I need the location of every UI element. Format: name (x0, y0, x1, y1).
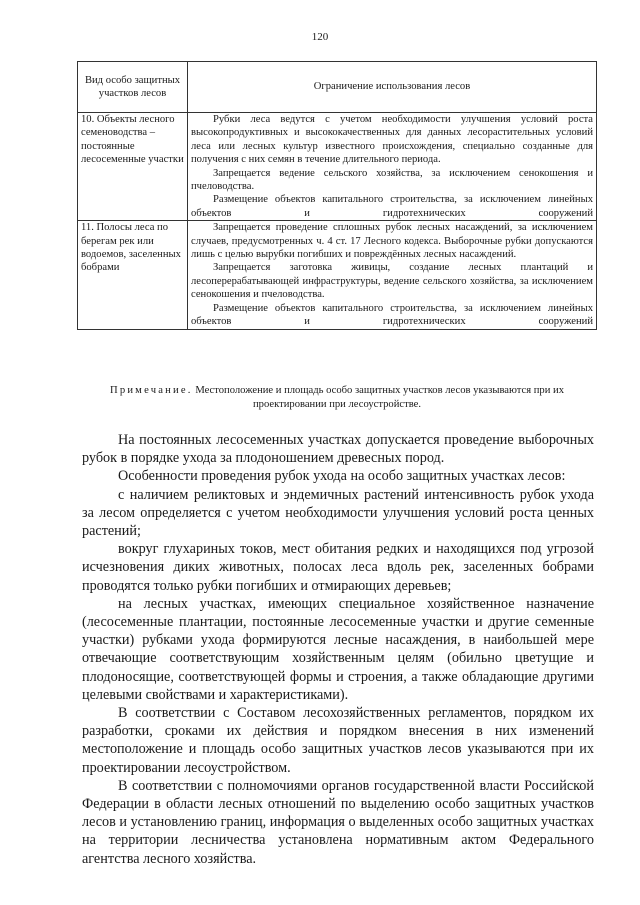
restriction-paragraph: Запрещается заготовка живицы, создание лесных плантаций и лесоперерабатывающей инфраструктуры, ведение сельского хозяйства, за исключением сенокошения и пчеловодства. (191, 262, 593, 301)
restriction-paragraph: Размещение объектов капитального строительства, за исключением линейных объектов и гидротехнических сооружений (191, 194, 593, 219)
header-kind: Вид особо защитных участков лесов (78, 62, 188, 113)
note-text: Местоположение и площадь особо защитных участков лесов указываются при их проектировании при лесоустройстве. (195, 385, 565, 410)
row-restriction (188, 113, 597, 221)
body-paragraph: вокруг глухариных токов, мест обитания редких и находящихся под угрозой исчезновения диких животных, полосах леса вдоль рек, заселенных бобрами проводятся только рубки погибших и отмирающих деревьев; (82, 541, 594, 594)
row-kind: 10. Объекты лесного семеноводства – постоянные лесосеменные участки (78, 113, 188, 221)
row-restriction (188, 221, 597, 329)
body-paragraph: Особенности проведения рубок ухода на особо защитных участках лесов: (118, 468, 566, 485)
body-paragraph: на лесных участках, имеющих специальное хозяйственное назначение (лесосеменные плантации, постоянные лесосеменные участки и другие семенные участки) рубками ухода формируются лесные насаждения, в наибольшей мере отвечающие соответствующим хозяйственным целям (обильно цветущие и плодоносящие, соответствующей формы и строения, а также обладающие другими целевыми свойствами и характеристиками). (82, 595, 594, 703)
body-paragraph: На постоянных лесосеменных участках допускается проведение выборочных рубок в порядке ухода за плодоношением древесных пород. (82, 432, 594, 467)
body-text (82, 431, 594, 868)
table-row (78, 221, 597, 329)
restriction-paragraph: Запрещается ведение сельского хозяйства, за исключением сенокошения и пчеловодства. (191, 167, 593, 193)
table-note (77, 384, 597, 412)
table-header-row (78, 62, 597, 113)
restriction-paragraph: Рубки леса ведутся с учетом необходимости улучшения условий роста высокопродуктивных и высококачественных для данных лесорастительных условий леса или лесных культур известного происхождения, специально созданные для получения с них семян в течение длительного периода. (191, 114, 593, 166)
restriction-paragraph: Запрещается проведение сплошных рубок лесных насаждений, за исключением случаев, предусмотренных ч. 4 ст. 17 Лесного кодекса. Выборочные рубки допускаются лишь с целью вырубки погибших и повреждённых лесных насаждений. (191, 222, 593, 261)
table-row (78, 113, 597, 221)
restriction-paragraph: Размещение объектов капитального строительства, за исключением линейных объектов и гидротехнических сооружений (191, 302, 593, 328)
note-label: Примечание. (109, 385, 193, 396)
body-paragraph: В соответствии с Составом лесохозяйственных регламентов, порядком их разработки, сроками их действия и порядком внесения в них изменений местоположение и площадь особо защитных участков лесов указываются при их проектировании лесоустройством. (82, 705, 594, 776)
row-kind: 11. Полосы леса по берегам рек или водоемов, заселенных бобрами (78, 221, 188, 329)
page-number: 120 (311, 31, 329, 43)
header-restriction: Ограничение использования лесов (188, 62, 597, 113)
body-paragraph: с наличием реликтовых и эндемичных растений интенсивность рубок ухода за лесом определяется с учетом необходимости улучшения условий роста ценных растений; (82, 486, 594, 540)
body-paragraph: В соответствии с полномочиями органов государственной власти Российской Федерации в области лесных отношений по выделению особо защитных участков лесов и установлению границ, информация о выделенных особо защитных участках на территории лесничества установлена нормативным актом Федерального агентства лесного хозяйства. (82, 777, 594, 867)
forest-restrictions-table (77, 61, 597, 330)
